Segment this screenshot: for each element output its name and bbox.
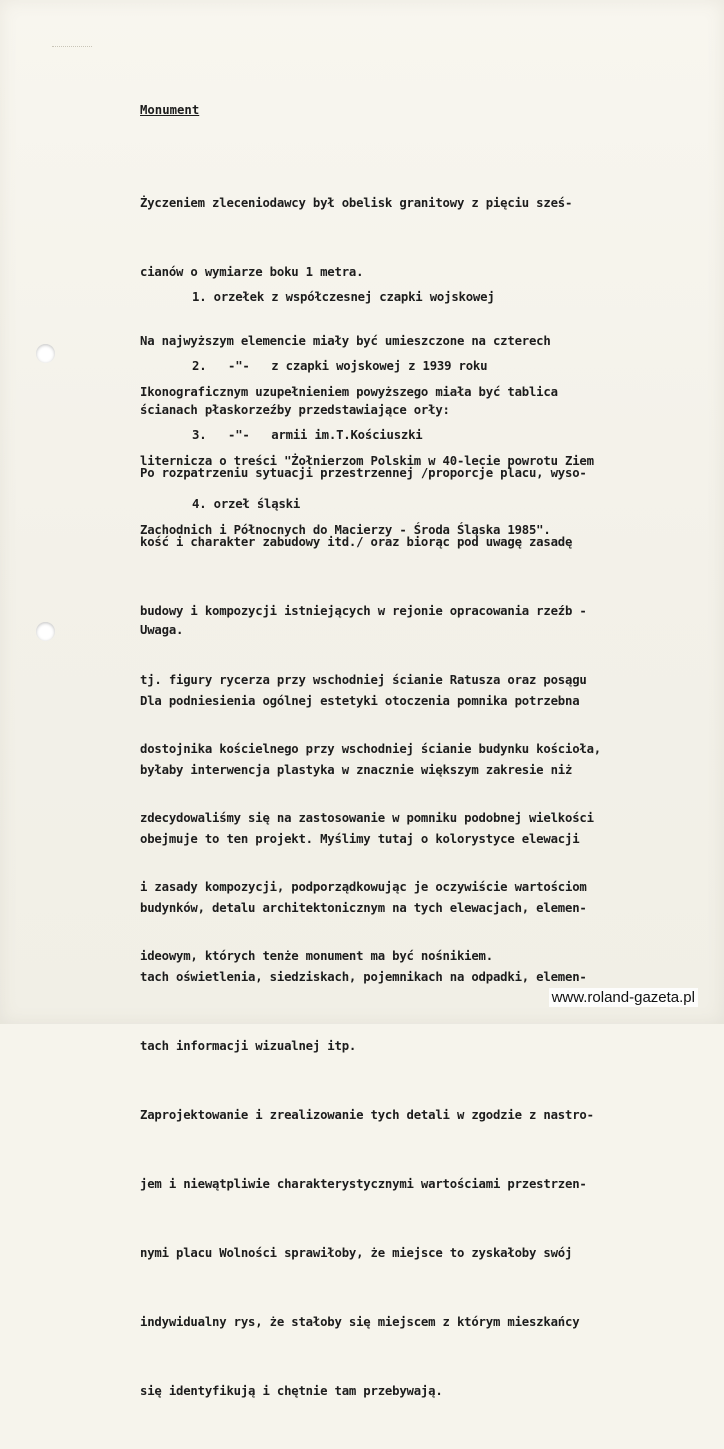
text-line: Zachodnich i Północnych do Macierzy - Środa Śląska 1985". [140,523,551,537]
list-item: 3. -"- armii im.T.Kościuszki [192,428,423,442]
paper-crease [52,46,92,47]
text-line: Dla podniesienia ogólnej estetyki otoczenia pomnika potrzebna [140,694,580,708]
text-line: Życzeniem zleceniodawcy był obelisk granitowy z pięciu sześ- [140,196,573,210]
document-title: Monument [140,103,200,117]
text-line: obejmuje to ten projekt. Myślimy tutaj o kolorystyce elewacji [140,832,580,846]
text-line: byłaby interwencja plastyka w znacznie większym zakresie niż [140,763,573,777]
text-line: tj. figury rycerza przy wschodniej ścianie Ratusza oraz posągu [140,673,587,687]
paragraph-note [140,644,712,1449]
text-line: budowy i kompozycji istniejących w rejonie opracowania rzeźb - [140,604,587,618]
punch-hole-bottom [36,622,55,641]
text-line: liternicza o treści "Żołnierzom Polskim w 40-lecie powrotu Ziem [140,454,594,468]
text-line: Ikonograficznym uzupełnieniem powyższego miała być tablica [140,385,558,399]
text-line: nymi placu Wolności sprawiłoby, że miejsce to zyskałoby swój [140,1246,573,1260]
text-line: zdecydowaliśmy się na zastosowanie w pomniku podobnej wielkości [140,811,594,825]
list-item: 1. orzełek z współczesnej czapki wojskowej [192,290,495,304]
text-line: Zaprojektowanie i zrealizowanie tych detali w zgodzie z nastro- [140,1108,594,1122]
text-line: indywidualny rys, że stałoby się miejscem z którym mieszkańcy [140,1315,580,1329]
text-line: Na najwyższym elemencie miały być umieszczone na czterech [140,334,551,348]
text-line: jem i niewątpliwie charakterystycznymi wartościami przestrzen- [140,1177,587,1191]
text-line: budynków, detalu architektonicznym na tych elewacjach, elemen- [140,901,587,915]
text-line: tach informacji wizualnej itp. [140,1039,357,1053]
list-item: 2. -"- z czapki wojskowej z 1939 roku [192,359,488,373]
text-line: dostojnika kościelnego przy wschodniej ścianie budynku kościoła, [140,742,602,756]
text-line: Po rozpatrzeniu sytuacji przestrzennej /proporcje placu, wyso- [140,466,587,480]
text-line: cianów o wymiarze boku 1 metra. [140,265,364,279]
text-line: ścianach płaskorzeźby przedstawiające orły: [140,403,450,417]
text-line: się identyfikują i chętnie tam przebywają. [140,1384,443,1398]
punch-hole-top [36,344,55,363]
text-line: i zasady kompozycji, podporządkowując je oczywiście wartościom [140,880,587,894]
note-heading: Uwaga. [140,623,184,637]
text-line: kość i charakter zabudowy itd./ oraz biorąc pod uwagę zasadę [140,535,573,549]
list-item: 4. orzeł śląski [192,497,301,511]
text-line: ideowym, których tenże monument ma być nośnikiem. [140,949,493,963]
watermark-url: www.roland-gazeta.pl [549,988,698,1007]
text-line: tach oświetlenia, siedziskach, pojemnikach na odpadki, elemen- [140,970,587,984]
